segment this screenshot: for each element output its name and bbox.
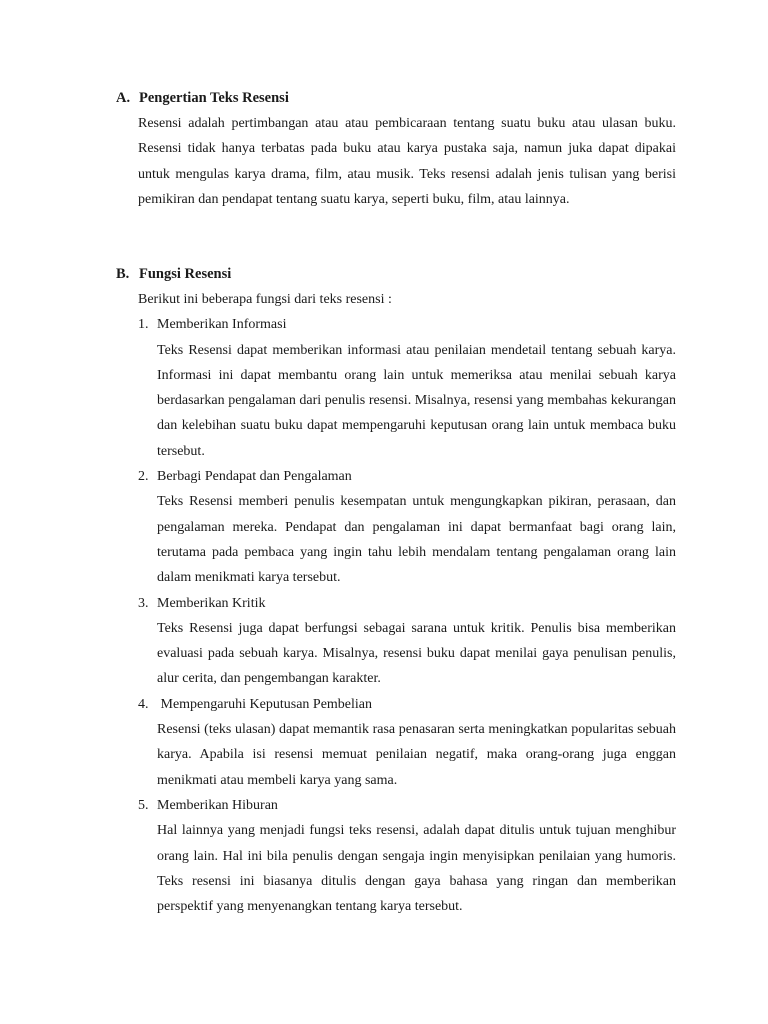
- list-item-body: Teks Resensi juga dapat berfungsi sebagai sarana untuk kritik. Penulis bisa memberikan evaluasi pada sebuah karya. Misalnya, resensi buku dapat menilai gaya penulisan penulis, alur cerita, dan pengembangan karakter.: [157, 620, 676, 687]
- section-heading: [116, 86, 676, 111]
- list-item-number: 1.: [138, 317, 149, 333]
- list-item-title: Berbagi Pendapat dan Pengalaman: [157, 469, 352, 485]
- list-item-title: Mempengaruhi Keputusan Pembelian: [157, 696, 373, 712]
- list-item-heading: [138, 793, 676, 818]
- list-item-number: 3.: [138, 595, 149, 611]
- list-item-body: Hal lainnya yang menjadi fungsi teks resensi, adalah dapat ditulis untuk tujuan menghibur orang lain. Hal ini bila penulis dengan sengaja ingin menyisipkan penilaian yang humoris. Teks resensi ini biasanya ditulis dengan gaya bahasa yang ringan dan memberikan perspektif yang menyenangkan tentang karya tersebut.: [157, 823, 676, 915]
- list-item-heading: [138, 464, 676, 489]
- list-item-number: 5.: [138, 797, 149, 813]
- section-heading: [116, 262, 676, 287]
- list-item-body: Teks Resensi memberi penulis kesempatan untuk mengungkapkan pikiran, perasaan, dan pengalaman mereka. Pendapat dan pengalaman ini dapat bermanfaat bagi orang lain, terutama pada pembaca yang ingin tahu lebih mendalam tentang pengalaman orang lain dalam menikmati karya tersebut.: [157, 494, 676, 586]
- list-item: [138, 464, 676, 590]
- list-item: [138, 312, 676, 464]
- section-pengertian: [116, 86, 676, 212]
- list-item-body: Resensi (teks ulasan) dapat memantik rasa penasaran serta meningkatkan popularitas sebuah karya. Apabila isi resensi memuat penilaian negatif, maka orang-orang juga enggan menikmati atau membeli karya yang sama.: [157, 722, 676, 788]
- section-title: Fungsi Resensi: [139, 266, 232, 282]
- list-item-heading: [138, 591, 676, 616]
- section-intro: Berikut ini beberapa fungsi dari teks resensi :: [138, 292, 392, 307]
- list-item: [138, 793, 676, 919]
- list-item-title: Memberikan Hiburan: [157, 797, 278, 813]
- list-item-number: 4.: [138, 696, 149, 712]
- section-fungsi: [116, 262, 676, 919]
- list-item-heading: [138, 312, 676, 337]
- list-item-title: Memberikan Informasi: [157, 317, 287, 333]
- section-letter: B.: [116, 266, 130, 282]
- section-letter: A.: [116, 90, 131, 106]
- list-item-heading: [138, 692, 676, 717]
- section-title: Pengertian Teks Resensi: [139, 90, 289, 106]
- list-item-body: Teks Resensi dapat memberikan informasi atau penilaian mendetail tentang sebuah karya. Informasi ini dapat membantu orang lain untuk memeriksa atau menilai sebuah karya berdasarkan pengalaman dari penulis resensi. Misalnya, resensi yang membahas kekurangan dan kelebihan suatu buku dapat mempengaruhi keputusan orang lain untuk membaca buku tersebut.: [157, 342, 676, 459]
- section-paragraph: Resensi adalah pertimbangan atau atau pembicaraan tentang suatu buku atau ulasan buku. Resensi tidak hanya terbatas pada buku atau karya pustaka saja, namun juka dapat dipakai untuk mengulas karya drama, film, atau musik. Teks resensi adalah jenis tulisan yang berisi pemikiran dan pendapat tentang suatu karya, seperti buku, film, atau lainnya.: [138, 116, 676, 207]
- list-item-title: Memberikan Kritik: [157, 595, 266, 611]
- list-item: [138, 591, 676, 692]
- list-item: [138, 692, 676, 793]
- list-item-number: 2.: [138, 469, 149, 485]
